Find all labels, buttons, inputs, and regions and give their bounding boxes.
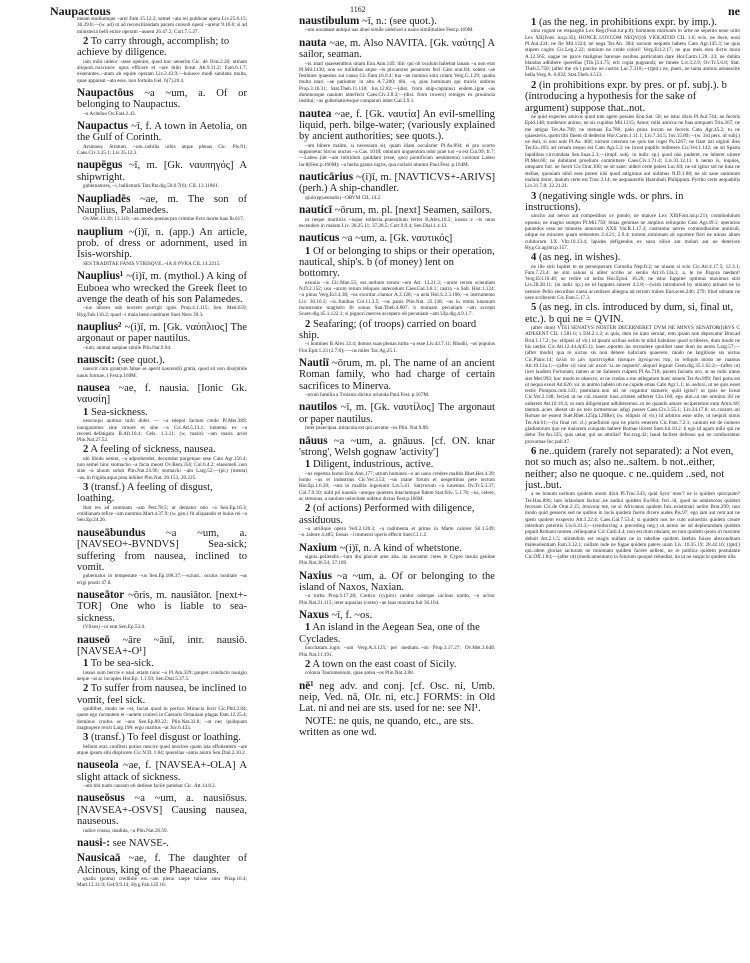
- entry-definition: ~ae, m. Also NAVITA. [Gk. ναύτης] A sailor, seaman.: [299, 37, 495, 61]
- citation-block: nauscit cum gran(um fabae se aperit nascendi) gratia, quod sit non diss(imile nauis formae..) Fest.p.169M.: [77, 366, 247, 379]
- running-head-first-word: Naupactous: [50, 4, 111, 18]
- sense: [299, 622, 495, 645]
- citation-block: colonia Tauromenium, quae antea ~os Plin.Nat.3.88.: [305, 670, 414, 677]
- headword: nauplius²: [77, 320, 122, 333]
- sense-text: A town on the east coast of Sicily.: [312, 658, 457, 670]
- citation-block: Arsinoen, Stratum, ~um..nobilis urbis atque plenas Cic. Pis.91; Caes.Civ.3.35.1; Liv.35.12.3.: [77, 143, 247, 157]
- dictionary-entry: [299, 681, 495, 739]
- headword: Nausicaā: [77, 852, 121, 865]
- sense-text: To be sea-sick.: [90, 658, 154, 670]
- citation-block: lassus sum hercle e naui..etiam nunc ~o Pl.Am.329; pauper..conducto nauigio aeque ~at ac locuples Hor.Ep. 1.1.93; Sen.Dial.5.37.5.: [77, 669, 247, 683]
- dictionary-entry: [299, 358, 495, 399]
- dictionary-entry: [77, 355, 247, 379]
- entry-definition: ~ae, f. [Gk. ναυτία] An evil-smelling liquid, perh. bilge-water; (variously explained by ancient authorities; see quots.).: [299, 108, 495, 143]
- sense: [525, 302, 740, 325]
- dictionary-entry: [77, 793, 247, 834]
- citation-block: iam mihi uideor ~asse operam, quod huc uenerim Cic. de Orat.2.26; utinam aliquod..πολιτικὸν opus efficere et ~are mihi liceat Att.9.11.2; Fam.6.1.7; exserantes..~atam ab equite operam Liv.2.43.9;—huiusce modi sanitatis multa, quae appareat ~ata esse, non fortuita Gel. 6(7).20.4.: [77, 58, 247, 84]
- headword: Naxium: [299, 541, 337, 554]
- entry-heading: [299, 358, 495, 392]
- entry-heading: [77, 383, 247, 406]
- sense-number: 1: [305, 622, 311, 634]
- headword: nauticī: [299, 204, 332, 217]
- sense-number: 3: [531, 190, 537, 202]
- sense-number: 2: [83, 683, 89, 695]
- dictionary-entry: [299, 172, 495, 201]
- citation-block: Ibat res ad summam ~am Petr.78.5; ut dematur otio ~a Sen.Ep.16.3; cotidianam refice ~am nummis Mart.4.37.9; (w. gen.) fit aliquando et huius rei ~a Sen.Ep.24.26.: [77, 504, 247, 524]
- sense-text: To carry through, accomplish; to achieve by diligence.: [77, 35, 230, 59]
- sense: [77, 444, 247, 455]
- sense-number: 4: [531, 252, 537, 264]
- dictionary-entry: [77, 528, 247, 586]
- dictionary-entry: [77, 16, 247, 84]
- sense: [299, 716, 495, 739]
- citation-block: gubernatores, ~i, ballistrarii Tarr.Pat.dig.50.6.7(6); CIL 13.11861.: [83, 183, 219, 190]
- citation-block: (after dum) VTEI SENATVS NOSTER DECERNERET DVM NE MINVS SENATOR(I)BVS C ADESENT CIL 1.581.6; 1.594.2.1.2; si quis, dum ne irato seruiat, rem ipsam non deprecatur Brut.ad Brut.1.17.2; (w. ellipsis of vb.) id ipsum scribas uelim te nihil habuisse quod scriberes, dum modo ne his uerbis Cic.Att.12.44.4(45.1); haec..oportet..ita recondere quolibet uase dum ne aereo Larg.57;—(after modo) qua re uictus sis non debere iudicium quaerere, modo ne largitione sis uictus Cic.Planc.14; ἀλλὰ τὸ μὲν προτετύχθαι ἐάσομεν ἀχνύμενοί περ, in reliquis modo ne ruamus Att.10.12a.1;—(after si) cum uir uxori 'si..ne nupserit'..aliquid legauit Clem.dig.35.1.62.2;—(after ut) licet laudem Fortunam, tamen ut ne Salutem culpem Pl.As.718; pacem faciatis oro, ut ne mihi iratus siet Mer.992; hoc modo te obsecro, ut ne credas a me adlegatum hunc senem Ter.An.899; fieri potis est ut nequa exeat Ad.626; sic in animo habeto uti ne cupide emas Cato Agr.1.1; te..seduxi, ut ne quis esset testis Pompon.com.143; postulant..non uti ne cogantur statuere; quid igitur? ut ipsis ne liceat Cic.Ver.2.148; fecisti ut ne cui..maeror tuus..crimen adferret Clu.168; ego abii..ut me omnino illi ne uiderent Att.10.16.4; ut eam diligentiam adhiberemus..ut ne quando amare inciperemus eum Amic.60; tantum..acies aberat uti ne telo tormentoue adigi posset Caes.Civ.3.55.1; Liv.34.17.8; ut..curaret..uti Romae ne essent Suet.Rhet.125(p.120Re); (w. ellipsis of vb.) id arbitror..esse utile, ut nequid nimis Ter.An.61;—(in final rel. cl.) praefinisti quo ne pluris emerem Cic.Fam.7.2.1; cautum est de numero gladiatorum quo ne maiorem cuiquam habere Romae liceret Suet.Jul.10.2. b ego id agam mihi qui ne detur Ter.An.335; quis uetat, qui ne attollat? Pac.trag.42; haud facilest defensu qui ne comburantur proxumae Inc.pall.47.: [525, 325, 740, 445]
- headword: nauseō: [77, 633, 110, 646]
- entry-heading: [77, 227, 247, 261]
- entry-definition: ~a ~um, a. nausiōsus. [NAVSEA+-OSVS] Causing nausea, nauseous.: [77, 793, 247, 828]
- citation-block: ne quid expectes amicos quod tute agere possies Enn.Sat. 58; ne istuc dixis Pl.Aul.744; ne feceris Epid.148; moderare animo, ne sis cupidus Mil.1215; Amor, mihi amicus ne fuas umquam Trin.267; ne me attigas Ter.An.789; ne metuas Eu.786; palo prius locum ne feceris Cato Agr.45.2; tu ne quaesieris..quem tibi finem di dederint Hor.Carm.1.11.1; Liv.7.34.5; Juv.15.89;—(w. 3rd pers. of subj.) ne duit, si non uolt Pl.As. 460; uictum ceterum ne quis me roget Ps.1267; ne fiant isti uiginti dies Ter.Eu.183; ad cenam nequo est Cato Agr.5.2; ne liceat pupillo redimere Cic.Ver.1.142; ne sit Sparta lapidibus circumdata Sen.Suas.2.3;—(impf. subj. in indir. sp.) quod nisi puderet, ne luberet uiuere Pl.Mer.60; ne dubitaret proelium committere Caes.Civ.1.71.4; Liv.33.12.11. b nemo is, inquies, umquam fuit. ne fuerit Cic.Orat.100; ne sit sane: uideri certe potest Luc.84; ne sit igitur sol ne luna ne stellae, quoniam nihil esse potest nisi quod attigimus aut uidimus N.D.1.88; ne sit sane summum malum dolor, malum certe est Tusc.2.14; ne aequaueritis Hannibali Philippum..Pyrrho certe aequabitis Liv.31.7.8; 32.21.21.: [525, 114, 740, 190]
- entry-heading: [77, 194, 247, 217]
- entry-heading: [299, 205, 495, 216]
- entry-heading: [77, 793, 247, 827]
- sense-text: (as the neg. in prohibitions expr. by imp.).: [538, 17, 717, 28]
- sense-number: 1: [83, 658, 89, 670]
- entry-definition: ~ae, f. [NAVSEA+-OLA] A slight attack of sickness.: [77, 760, 247, 783]
- sense-text: NOTE: ne quis, ne quando, etc., are sts. written as one wd.: [299, 715, 474, 739]
- dictionary-entry: [299, 571, 495, 606]
- sense: [299, 246, 495, 280]
- dictionary-entry: [77, 88, 247, 117]
- entry-heading: [77, 853, 247, 876]
- sense-number: 3: [83, 732, 89, 744]
- entry-heading: [299, 38, 495, 61]
- citation-block: Ov.Met.13.39; 13.310; ~ae..modo poenas pro crimine ficto morte luas Ib.617.: [83, 216, 245, 223]
- citation-block: quidlibet, modo ne ~et, faciat quod in portico Minucia fecit Cic.Phil.2.84; quem ego ructantem et ~antem conieci in Caesaris Octauiani plagas Fam.12.25.4; dominus crudus ac ~ans Sen.Ep.89.22; Plin.Nat.32.8; ~at nec quidquam magnopere reicit Larg.198; ergo maritus ~at Juv.6.433.: [77, 706, 247, 732]
- citation-block: (Vlixes) ~or erat Sen.Ep.53.4.: [83, 624, 146, 631]
- citation-block: signis..poliendis..~ium diu placuit ante alia. ita uocantur cotes in Cypro insula genitae Plin.Nat.36.54; 37.109.: [299, 554, 495, 567]
- entry-heading: [299, 402, 495, 425]
- headword: nauseātor: [77, 588, 125, 601]
- citation-block: ~am tibi tuam causam oti dedisse facile patiebar Cic. Att.14.8.2.: [83, 783, 217, 790]
- entry-definition: ~ōrum, m. pl. The name of an ancient Roman family, who had charge of certain sacrifices to Minerva.: [299, 357, 495, 392]
- citation-block: ~is..mari quaesentibus uitam Enn.Ann.145; illic qui ob oculum habebat lanam ~a non erat Pl.Mil.1430; non ex militibus atque ~is piscatores penatores feci Cato orat.84; solent ~ae festinare quaestus sui causa Cic.Fam.16.9.4; tua ~ae numina sola colant Verg.G.1.29; qualia multa mari ~ae patiuntur in alto A.7.200; tibi, ~a, pias hominum qui traicis umbras Prop.3.18.31; Stat.Theb.11.118; Juv.12.82;—(dist. from ship-captains) eodem..igne ~as dominosque nauium interfecit Caes.Civ.3.8.3;—(dist. from rowers) remiges ex prouincia institui; ~as gubernatoresque comparari iubet Gal.3.9.1.: [299, 60, 495, 105]
- headword: nauplium: [77, 225, 124, 238]
- sense: [525, 252, 740, 263]
- sense-number: 6: [531, 445, 537, 457]
- sense-number: 2: [83, 35, 89, 47]
- entry-heading: [77, 271, 247, 305]
- citation-block: exuuiis ~is Cic.Man.55; est..uerbum totum ~um Att. 13.21.3; ~arum rerum scientiam N.D.2.152; usu ~arum rerum reliquos antecedunt Caes.Gal.3.8.1; castra ~a Sall. Hist.1.124; ~a pinus Verg.Ecl.4.38; ~us exoritur..clamor A.3.128; ~a uela Hor.S.2.3.106; ~o instrumento Liv. 30.10.3; ~is..funibus Col.11.3.5; ~us panis Plin.Nat. 22.138; ~us in remis iuuenum monstrante magistro fit sonus Stat.Theb.4.807. b mutuam pecuniam ~am accepit Scaev.dig.45.1.122.1; si pignori merces accepero ob pecuniam ~am Ulp.dig.4.9.1.7.: [299, 279, 495, 318]
- citation-block: ~ius ultores sub noctem porrigit ignis Prop.4.1.115; Sen. Med.659; Hyg.Fab.116.2; quod ~i mala bene cantitaret Suet.Nero 39.3.: [77, 305, 247, 318]
- sense-text: (transf.) To feel disgust or loathing.: [90, 732, 241, 744]
- headword: nausea: [77, 382, 110, 395]
- entry-heading: [77, 635, 247, 658]
- entry-heading: [299, 172, 495, 195]
- headword: nē¹: [299, 679, 314, 692]
- sense-number: 1: [83, 406, 89, 418]
- entry-definition: ~ī, m. [Gk. ναυπηγός] A shipwright.: [77, 160, 247, 183]
- sense-text: Sea-sickness.: [90, 406, 148, 418]
- entry-heading: [77, 528, 247, 574]
- citation-block: SES TRADITAE FANIS VTRISQVE..~IA II PVRA CIL 14.2215.: [83, 260, 221, 267]
- dictionary-entry: [299, 543, 495, 567]
- citation-block: q(uin)q(uennalis) ~ORVM CIL 14.2.: [305, 194, 382, 201]
- dictionary-entry: [77, 635, 247, 757]
- dictionary-entry: [77, 194, 247, 223]
- entry-heading: [77, 322, 247, 345]
- headword: naupēgus: [77, 159, 123, 172]
- dictionary-entry: [77, 322, 247, 351]
- dictionary-entry: [299, 38, 495, 105]
- citation-block: a ne bonum uerbum quidem unum dixit Pl.Truc.543; quid Syru' meu'? ne is quidem quicquam? Ter.Hau.896; tam infandum facinu'..ne audiui quidem Eu.664; feci..id, quod ne adulescens quidem feceram Cic.de Orat.2.15; ἀπονοία me, ne si Africanus quidem fuit..existimari uelim Brut.299; non modo quid gesseris sed ne quibus in locis quidem fueris dicere audes Pis.97; ego iam aut rem aut ne spem quidem exspecto Att.3.22.4; Caes.Gal.7.53.4; si quidem nos ne cum uolueritis quidem creare interdum poteritis Liv.6.41.3;—(reinforcing a preceding neg.) ut..nemo ne ad deplorandum quidem populi Romani nomen..relinquatur Cic.Catil.4.4; non est itum obsiam; ne tum quidem quom iri maxime debuit Att.2.1.5; mirandum est magis nullam ne in tabellae quidem latebra fuisse absconditam maleuolentiam Fam.3.12.1; nullam inde ne fugae quidem patere uiam Liv. 10.35.19; 28.42.16; (rptd.) qui..idem gloriae iacturam ne minimam quidem facere uellent, ne re publica quidem postulante Cic.Off.1.84;—(after ut) (medicamentum) in futurum quoque remediat, ita ut ne suspicio quidem ulla: [525, 491, 740, 561]
- sense-text: Seafaring; (of troops) carried on board ship.: [299, 318, 477, 341]
- sense: [77, 658, 247, 669]
- sense: [77, 407, 247, 418]
- headword: nāuus: [299, 434, 328, 447]
- sense-text: A feeling of sickness, nausea.: [90, 444, 216, 456]
- sense-number: 1: [305, 245, 311, 257]
- headword: nauticus: [299, 232, 340, 245]
- headword: naustibulum: [299, 15, 360, 27]
- sense-number: 2: [305, 318, 311, 330]
- entry-definition: ~ae, f. The daughter of Alcinous, king of the Phaeacians.: [77, 853, 247, 876]
- citation-block: ne ille sirit Iupiter te ea persequerare Cornelia Nep.fr.2; ne uiuam si scio Cic.Att.4.17.5; 12.3.1; Fam.7.23.4; ne sim saluus si aliter scribo ac sentio Att.16.13a.1; a, te ne frigora laedant! Verg.Ecl.10.48; ne redire sit nefas Hor.Epod. 16.26; ne istuc Iuppiter optimus maximus sirit Liv.28.28.11; (in indir. sp.) ne id Iuppiter..sineret 4.2.8;—(wish introduced by utinam) utinam ne in nemore Pelio securibus caesa accedisset abiegna ad terram trabes Enn.scen.246; 279; illud utinam ne uere scriberem Cic.Fam.5.17.3.: [525, 263, 740, 302]
- column-right: [525, 16, 740, 565]
- dictionary-entry: [299, 109, 495, 168]
- citation-block: ~orum familia a Troianis dicitur oriunda Paul.Fest. p.167M.: [305, 392, 430, 399]
- sense: [77, 482, 247, 505]
- dictionary-entry: [77, 760, 247, 789]
- citation-block: ~a turba Prop.3.17.28; Cretico (cypiro) candor odorque uicinus nardo, ~o acrior Plin.Nat.21.115; inter aquarias (cotes) ~ae laus maxima fuit 36.164.: [299, 593, 495, 606]
- dictionary-entry: [299, 402, 495, 431]
- sense: [525, 191, 740, 214]
- sense-text: To suffer from nausea, be inclined to vomit, feel sick.: [77, 683, 247, 706]
- entry-heading: [77, 121, 247, 144]
- citation-block: meam studiumque ~arel Fam.15.12.2; semel ~ata rei publicae opera Liv.25.6.15; 36.39.8;—(w. ad) ut ad reconciliandam pacem consuli opera ~aretur 9.16.6; si ad ministeria belli enixe operam ~assent 26.47.2; Curt.7.5.27.: [77, 16, 247, 35]
- entry-heading: [299, 16, 495, 27]
- sense-number: 2: [83, 444, 89, 456]
- dictionary-entry: [77, 160, 247, 189]
- entry-heading: [299, 109, 495, 143]
- entry-heading: [299, 571, 495, 594]
- sense-number: 5: [531, 302, 537, 314]
- entry-definition: ~(i)ī, n. (app.) An article, prob. of dress or adornment, used in Isis-worship.: [77, 226, 247, 261]
- citation-block: ~us repertus homo Enn.Ann.177; utrum homines ~o an uano credere malitis Rhet.Her.4.39; homo ~us et industrius Cic.Ver.3.53; ~us mane forum et uespertinus pete tectum Hor.Ep.1.6.20; ~um in malitia ingenium Liv.5.41. Satyrorum ~a iuuentus Ov.Tr.5.3.37; Col.7.9.10; uidit pii iuuenis ~amque quietem intactamque fidem Stat.Silv. 5.1.76; ~us, celere, ac strenuus, a nauium uelocitate uidetur dictus Fest.p.166M.: [299, 470, 495, 502]
- sense-text: Diligent, industrious, active.: [312, 459, 434, 471]
- entry-definition: ~a ~um, a. gnāuus. [cf. ON. knar 'strong', Welsh gognaw 'activity']: [299, 435, 495, 458]
- citation-block: Inter praecipua..miracula est qui uocatur ~os Plin. Nat.9.88.: [305, 425, 429, 432]
- sense-number: 1: [531, 17, 537, 28]
- sense: [77, 36, 247, 59]
- headword: Nautiī: [299, 356, 329, 369]
- headword: Naxius: [299, 569, 332, 582]
- entry-definition: ~āre ~āuī, intr. nausiō. [NAVSEA+-O¹]: [77, 634, 247, 657]
- dictionary-entry: [77, 590, 247, 631]
- entry-heading: [77, 88, 247, 111]
- headword: nauticārius: [299, 171, 354, 183]
- sense-text: (of actions) Performed with diligence, assiduous.: [299, 503, 475, 526]
- citation-block: uincito aut neruo aut compedibus xv pondo, ne maiore Lex XII(Font.iur.p.21); commodulum opsona, ne magno sumptu Pl.Mil.750; binas gemmas ne amplius relinquito Cato Agr.49.1; operarios parandos esse..ne minores annorum XXII Var.R.1.17.3; castrantur uerres commodissime anniculi, utique ne minores quam semestres 2.4.21; 2.9.4; turrem..minimam sit oportere fieri ne minus altam cubitorum LX Vitr.10.13.4; lapides defigendos ex saxo silice aut molari aut ne deteriore Hyg.Gr.agrim.p.157.: [525, 213, 740, 251]
- entry-definition: ~ī, n.: (see quot.).: [361, 16, 437, 27]
- sense-text: An island in the Aegean Sea, one of the Cyclades.: [299, 622, 480, 645]
- headword: Naupactus: [77, 120, 128, 132]
- entry-heading: [77, 355, 247, 366]
- headword: nauseōsus: [77, 792, 125, 805]
- sense-text: (negativing single wds. or phrs. in instructions).: [525, 190, 684, 213]
- dictionary-entry: [77, 121, 247, 156]
- sense-number: 2: [531, 79, 537, 91]
- sense: [525, 17, 740, 28]
- dictionary-entry: [299, 436, 495, 539]
- headword: nautea: [299, 107, 332, 120]
- entry-definition: see NAVSE-.: [112, 837, 169, 849]
- sense-text: ne..quidem (rarely not separated): a Not even, not so much as; also ne..saltem. b not..either, neither; also ne quoque. c ne..quidem ..sed, not just..but.: [525, 445, 734, 492]
- entry-definition: ~ōrum, m. pl. [next] Seamen, sailors.: [334, 205, 493, 217]
- running-head-last-word: ne: [728, 4, 740, 18]
- entry-definition: ~ae, m. The son of Nauplius, Palamedes.: [77, 193, 247, 216]
- entry-definition: ~(i)ī, m. (mythol.) A king of Euboea who wrecked the Greek fleet to avenge the death of his son Palamedes.: [77, 271, 247, 305]
- dictionary-entry: [299, 205, 495, 229]
- entry-definition: ~a ~um, a. [NAVSEO+-BVNDVS] Sea-sick; suffering from nausea, inclined to vomit.: [77, 527, 247, 573]
- entry-heading: [77, 590, 247, 624]
- dictionary-entry: [299, 16, 495, 34]
- entry-heading: [77, 760, 247, 783]
- sense-number: 2: [305, 658, 311, 670]
- entry-definition: (see quot.).: [117, 355, 165, 367]
- citation-block: gubernator in tempestate ~us Sen.Ep.108.37;—sciunt.. oculus nouitate ~us erigi possit 47.8.: [77, 573, 247, 586]
- entry-definition: ~(i)ī, m. [Gk. ναύπλιος] The argonaut or paper nautilus.: [77, 321, 247, 345]
- headword: nauseola: [77, 759, 119, 772]
- sense: [77, 683, 247, 706]
- entry-heading: [299, 610, 495, 621]
- citation-block: radice crassa, madida, ~a Plin.Nat.26.59.: [83, 827, 168, 834]
- entry-heading: [299, 543, 495, 554]
- citation-block: ~o Acheloo Ov.Fast.2.43.: [83, 110, 136, 117]
- sense: [299, 503, 495, 526]
- entry-definition: ~(i)ī, n. A kind of whetstone.: [339, 542, 462, 554]
- sense: [299, 459, 495, 470]
- entry-definition: ~ōris, m. nausiātor. [next+-TOR] One who is liable to sea-sickness.: [77, 589, 247, 624]
- headword: Naxus: [299, 609, 329, 622]
- sense-text: (in prohibitions expr. by pres. or pf. subj.). b (introducing a hypothesis for the sake of argument) suppose that..not.: [525, 79, 727, 114]
- dictionary-entry: [525, 17, 740, 561]
- entry-heading: [77, 160, 247, 183]
- entry-heading: [77, 838, 247, 849]
- dictionary-entry: [299, 610, 495, 677]
- citation-block: nescioqui animus mihi dolet. — ~a edepol factum credo Pl.Mer.389; nauigauimus sine timore et sine ~a Cic.Att.5.13.1; iumenta ex ~a recenti..defatigata B.Afr.18.4; Cels. 1.3.11; (w. maris) ~am maris arcet Plin.Nat.27.52.: [77, 418, 247, 444]
- citation-block: ~a utriliquе opera Vell.2.120.3; ~a rudimenta et prime in Marte calores Sil.1.549; ~o..labore 4.485; fossas ~i immensi operis effecit Suet.Cl.1.2.: [299, 526, 495, 539]
- dictionary-entry: [299, 233, 495, 354]
- dictionary-entry: [77, 838, 247, 849]
- entry-heading: [299, 436, 495, 459]
- citation-block: bellum erat..confiteri potius nescire quod nescires quam ista effutientem ~are atque ipsum sibi displicere Cic.N.D. 1.84; querellas ~antis animi Sen.Dial.2.10.2.: [77, 743, 247, 757]
- citation-block: ubi libido ueniet, ~a adprehendet, decumbat purgetque sese Cato Agr.156.4; non semel hinc stomacho ~a facta meost Ov.Rem.356; Col.6.4.2; elaeomeli..non sine ~a aluum soluit Plin.Nat.23.96; stomachi ~am Larg.52;—(pl.) (menta) ~as..in frigida aqua pota inhibet Plin.Nat. 20.153; 20.225.: [77, 455, 247, 481]
- entry-definition: ~a ~um, a. Of or belonging to the island of Naxos, Naxian.: [299, 570, 496, 594]
- headword: nauseābundus: [77, 526, 146, 539]
- sense-text: Of or belonging to ships or their operation, nautical, ship's. b (of money) lent on bottomry.: [299, 245, 495, 280]
- entry-definition: ~a ~um, a. Of or belonging to Naupactus.: [77, 87, 247, 111]
- sense-text: (transf.) A feeling of disgust, loathing.: [77, 482, 213, 505]
- citation-block: qualia (poma) credibile est..~am pleno saepe tulisse sinu Priap.16.4; Mart.12.31.9; Gel.9.9.14; Hyg.Fab.125.18.: [77, 876, 247, 889]
- headword: nauscit:: [77, 354, 115, 367]
- sense-number: 2: [305, 503, 311, 515]
- sense-number: 3: [83, 482, 89, 494]
- citation-block: ~um uocabant antiqui uas aluei simile uidelicet a nauis similitudine Fest.p.169M.: [305, 27, 474, 34]
- headword: nausi-:: [77, 836, 110, 849]
- entry-definition: ~ī, m. [Gk. ναυτίλος] The argonaut or paper nautilus.: [299, 402, 496, 425]
- sense-text: (as neg. in cls. introduced by dum, si, final ut, etc.). b qui ne = QVIN.: [525, 302, 734, 325]
- headword: Naupactōus: [77, 86, 134, 99]
- dictionary-entry: [77, 853, 247, 888]
- sense-number: 1: [305, 459, 311, 471]
- column-left: [77, 16, 247, 893]
- dictionary-entry: [77, 383, 247, 524]
- citation-block: bacchatam..iugis ~um Verg.A.3.125; per mediam..~on Prop.3.17.27; Ov.Met.3.640; Plin.Nat.11.191.: [299, 645, 495, 658]
- sense: [77, 732, 247, 743]
- headword: Naupliadēs: [77, 192, 131, 205]
- citation-block: ~i homines B.Alex.12.4; domos suas plenas turba ~a esse Liv.43.7.11; Rhodii, ~us populus Flor.Epit.1.23 (2.7.8);—~us miles Tac.Ag.25.1.: [299, 341, 495, 354]
- entry-heading: [299, 681, 495, 715]
- sense: [299, 659, 495, 670]
- headword: nautilos: [299, 401, 337, 414]
- dictionary-entry: [77, 227, 247, 268]
- headword: Nauplius¹: [77, 270, 124, 283]
- entry-definition: ~ae, f. nausia. [Ionic Gk. ναυσίη]: [77, 383, 247, 406]
- entry-definition: ~ī, f. ~os.: [331, 610, 373, 622]
- citation-block: uino rogum ne respargito Lex Reg.(Font.iur.p.8); hominem mortuum in urbe ne sepelito neue urito Lex XII(Font. iur.p.35); HONCE LOVCOM NEQV(I)S VIOLATOD CIL 1.6; scio, ne doce, noui Pl.Aul.434; ne fle Mil.1324; ne nega Ter.An. 384; socium nequem habeto Cato Agr.145.3; ne quis stipem cogito Cic.Leg.2.22; nimium ne crede colori! Verg.Ecl.2.17; ne qua meis esto dictis mora A.12.565; uagae ne parce malignus harenae ossibus..particulam dare Hor.Carm.1.28. 23; ne dubita blandas adhibere querellas [Tib.]3.4.75; erit copia pugnandi; ne timete Liv.3.2.9; Ov.Tr.5.6.8; Stat. Theb.5.750; (after the vb.) parcite ne castris Luc.7.318;—(rptd.) ne, pueri, ne tanta animis adsuescite bella Verg.A. 6.832; Stat.Theb.4.513.: [525, 28, 740, 79]
- citation-block: ut neque mariticis ~isque sollertia..praesidium ferret B.Alex.16.5; iussus e ~is unus escendere in malum Liv. 30.25.11; 37.28.5; Curt.9.9.4; Sen.Dial.1.4.13.: [299, 216, 495, 229]
- entry-heading: [299, 233, 495, 244]
- entry-definition: ~(i)ī, m. [NAVTICVS+-ARIVS] (perh.) A ship-chandler.: [299, 172, 496, 195]
- entry-definition: ~a ~um, a. [Gk. ναυτικός]: [342, 233, 453, 245]
- dictionary-entry: [77, 271, 247, 318]
- page-number: 1162: [350, 5, 366, 14]
- sense: [299, 319, 495, 342]
- headword: nauta: [299, 36, 327, 49]
- column-middle: [299, 16, 495, 743]
- entry-definition: neg adv. and conj. [cf. Osc. ni, Umb. neip, Ved. nā, OIr. ni, etc.] FORMS: in Old Lat. ni and nei are sts. used for ne: see NI¹.: [299, 680, 495, 715]
- sense-text: (as neg. in wishes).: [538, 252, 621, 264]
- citation-block: ~am bibere malim, si necessum sit, quam illam oscularier Pl.As.894; ei pro scorto supponetur hircus unctus ~a Cas. 1018; omnium unguentum odor prae tuo ~a est Cur.99; fr.7;—Labeo..(ait ~am rubi)dum quiddam (esse, quo) pontificum uestimenta) colorant Labeo iur.8(Fest.p.166M); ~a herba granis nigris, qua coriarii utuntur Paul.Fest. p.164M.: [299, 142, 495, 168]
- sense: [525, 446, 740, 492]
- sense: [525, 80, 740, 114]
- citation-block: ~ium, animal saepiae simile Plin.Nat.9.94.: [83, 344, 172, 351]
- entry-definition: ~ī, f. A town in Aetolia, on the Gulf of Corinth.: [77, 121, 247, 144]
